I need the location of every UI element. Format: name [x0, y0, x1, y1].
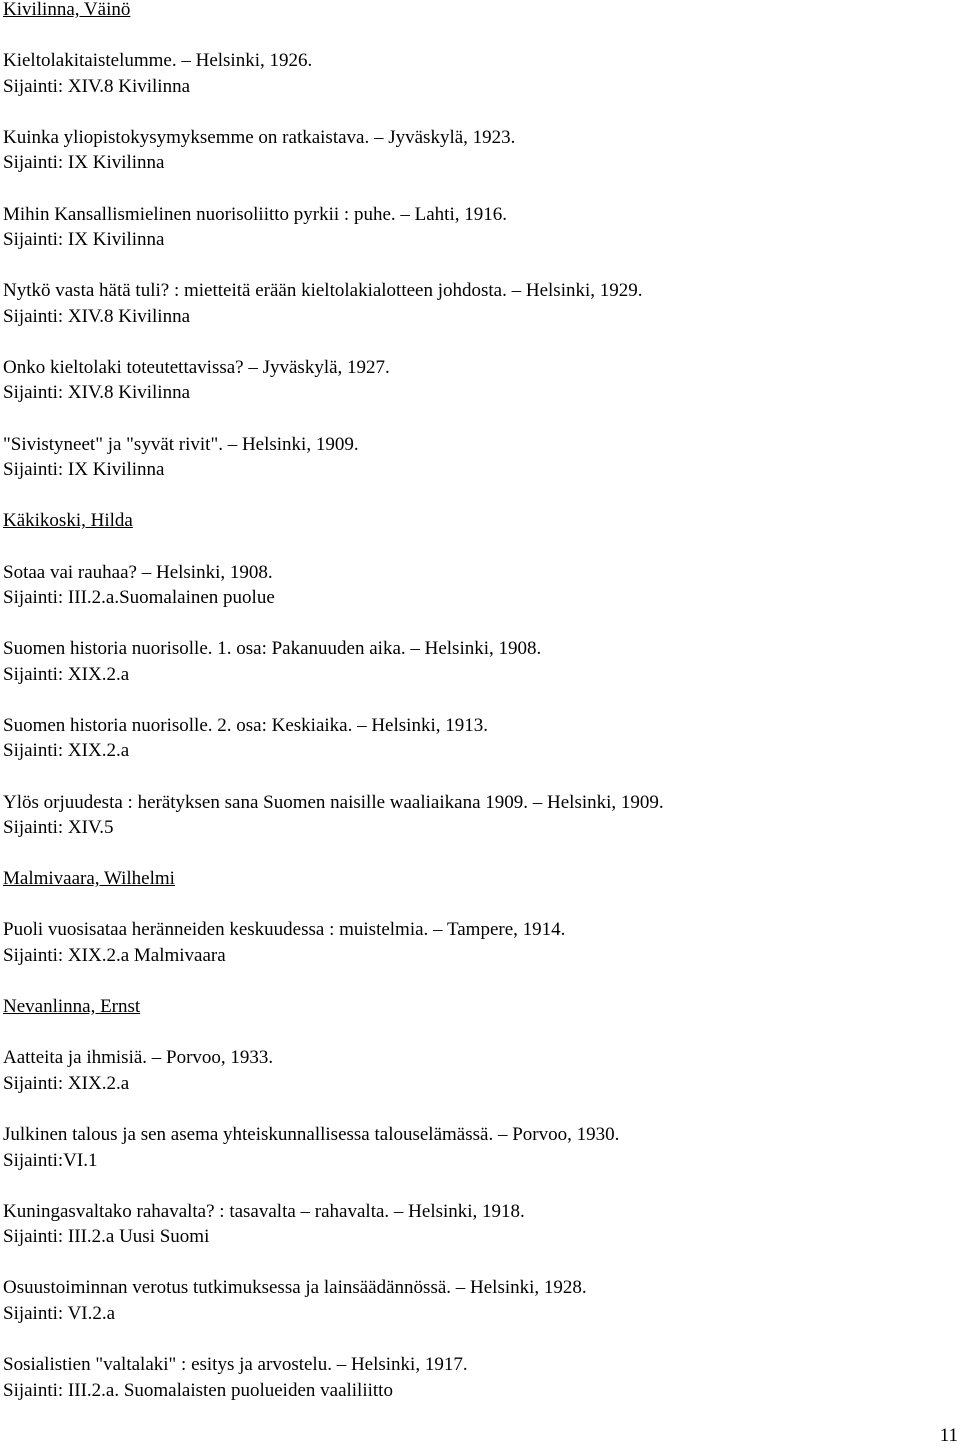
bibliography-entry	[3, 125, 943, 176]
entry-title: Aatteita ja ihmisiä. – Porvoo, 1933.	[3, 1047, 274, 1069]
entry-location: Sijainti: XIV.8 Kivilinna	[3, 382, 191, 404]
entry-location: Sijainti: XIX.2.a	[3, 740, 130, 762]
entry-location: Sijainti: XIV.8 Kivilinna	[3, 75, 191, 97]
bibliography-entry	[3, 713, 943, 764]
bibliography-entry	[3, 790, 943, 841]
entry-title: Suomen historia nuorisolle. 1. osa: Pakanuuden aika. – Helsinki, 1908.	[3, 638, 542, 660]
entry-title: Onko kieltolaki toteutettavissa? – Jyväskylä, 1927.	[3, 356, 390, 378]
bibliography-entry	[3, 917, 943, 968]
bibliography-entry	[3, 355, 943, 406]
entry-location: Sijainti: XIV.5	[3, 817, 114, 839]
bibliography-entry	[3, 278, 943, 329]
bibliography-entry	[3, 560, 943, 611]
author-heading: Käkikoski, Hilda	[3, 510, 133, 532]
entry-title: Mihin Kansallismielinen nuorisoliitto pyrkii : puhe. – Lahti, 1916.	[3, 203, 507, 225]
entry-location: Sijainti:VI.1	[3, 1149, 98, 1171]
entry-title: Kuinka yliopistokysymyksemme on ratkaistava. – Jyväskylä, 1923.	[3, 126, 516, 148]
entry-location: Sijainti: III.2.a.Suomalainen puolue	[3, 587, 275, 608]
entry-title: Sosialistien "valtalaki" : esitys ja arvostelu. – Helsinki, 1917.	[3, 1354, 468, 1376]
author-heading: Kivilinna, Väinö	[3, 0, 131, 20]
bibliography-entry	[3, 202, 943, 253]
entry-title: Suomen historia nuorisolle. 2. osa: Keskiaika. – Helsinki, 1913.	[3, 714, 488, 736]
author-section	[3, 866, 943, 968]
bibliography-entry	[3, 1199, 943, 1250]
entry-title: Kieltolakitaistelumme. – Helsinki, 1926.	[3, 50, 313, 72]
entry-location: Sijainti: XIV.8 Kivilinna	[3, 305, 191, 327]
entry-location: Sijainti: III.2.a Uusi Suomi	[3, 1226, 210, 1248]
entry-location: Sijainti: IX Kivilinna	[3, 229, 165, 251]
document-body	[3, 0, 943, 1429]
entry-location: Sijainti: IX Kivilinna	[3, 459, 165, 481]
entry-title: Kuningasvaltako rahavalta? : tasavalta – rahavalta. – Helsinki, 1918.	[3, 1200, 525, 1222]
page-number: 11	[939, 1425, 958, 1446]
bibliography-entry	[3, 432, 943, 483]
entry-location: Sijainti: XIX.2.a Malmivaara	[3, 944, 226, 966]
entry-title: Ylös orjuudesta : herätyksen sana Suomen naisille waaliaikana 1909. – Helsinki, 1909.	[3, 791, 664, 813]
bibliography-entry	[3, 636, 943, 687]
entry-location: Sijainti: VI.2.a	[3, 1302, 116, 1324]
entry-location: Sijainti: IX Kivilinna	[3, 152, 165, 174]
bibliography-entry	[3, 1352, 943, 1403]
entry-title: Puoli vuosisataa heränneiden keskuudessa : muistelmia. – Tampere, 1914.	[3, 919, 566, 941]
author-heading: Nevanlinna, Ernst	[3, 996, 141, 1018]
bibliography-entry	[3, 1275, 943, 1326]
bibliography-entry	[3, 48, 943, 99]
bibliography-entry	[3, 1045, 943, 1096]
entry-title: Osuustoiminnan verotus tutkimuksessa ja lainsäädännössä. – Helsinki, 1928.	[3, 1277, 587, 1299]
author-heading: Malmivaara, Wilhelmi	[3, 868, 175, 890]
entry-title: Sotaa vai rauhaa? – Helsinki, 1908.	[3, 561, 273, 583]
author-section	[3, 0, 943, 483]
entry-location: Sijainti: III.2.a. Suomalaisten puolueiden vaaliliitto	[3, 1379, 393, 1401]
entry-title: Nytkö vasta hätä tuli? : mietteitä erään kieltolakialotteen johdosta. – Helsinki, 1929.	[3, 280, 643, 302]
author-section	[3, 994, 943, 1403]
entry-location: Sijainti: XIX.2.a	[3, 1072, 130, 1094]
entry-title: Julkinen talous ja sen asema yhteiskunnallisessa talouselämässä. – Porvoo, 1930.	[3, 1124, 620, 1145]
author-section	[3, 508, 943, 840]
entry-title: "Sivistyneet" ja "syvät rivit". – Helsinki, 1909.	[3, 433, 359, 455]
bibliography-entry	[3, 1122, 943, 1173]
entry-location: Sijainti: XIX.2.a	[3, 663, 130, 685]
